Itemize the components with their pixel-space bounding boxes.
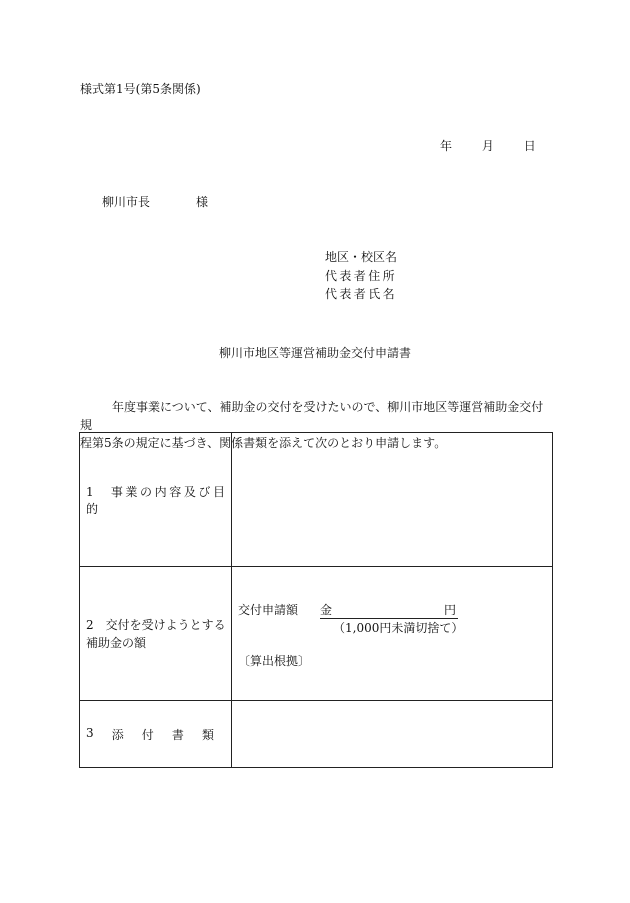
table-row <box>80 567 553 701</box>
purpose-input-cell[interactable] <box>232 433 553 567</box>
body-line-2: 程第5条の規定に基づき、関係書類を添えて次のとおり申請します。 <box>80 436 447 450</box>
table-row <box>80 701 553 768</box>
calculation-basis-label: 〔算出根拠〕 <box>238 654 311 668</box>
purpose-label-cell <box>80 433 232 567</box>
amount-label-cell <box>80 567 232 701</box>
applicant-district: 地区・校区名 <box>325 250 398 264</box>
amount-input-cell[interactable] <box>232 567 553 701</box>
amount-field[interactable] <box>320 601 458 619</box>
date-year: 年 <box>440 139 453 153</box>
amount-prefix: 金 <box>320 603 333 617</box>
amount-label-line-1: 2 交付を受けようとする <box>86 617 226 632</box>
date-month: 月 <box>481 139 494 153</box>
date-line <box>440 137 536 154</box>
document-title: 柳川市地区等運営補助金交付申請書 <box>218 346 411 360</box>
form-number: 様式第1号(第5条関係) <box>80 82 201 96</box>
attachments-char-2: 付 <box>141 727 154 742</box>
addressee-name: 柳川市長 <box>102 195 151 209</box>
attachments-number: 3 <box>86 725 94 740</box>
amount-unit: 円 <box>444 603 457 617</box>
amount-label <box>86 616 231 652</box>
attachments-label <box>86 726 214 743</box>
application-table <box>79 432 553 768</box>
purpose-label: 1 事業の内容及び目的 <box>86 484 228 516</box>
rounding-note: （1,000円未満切捨て） <box>333 621 464 635</box>
applicant-block <box>325 248 397 304</box>
attachments-char-4: 類 <box>201 727 214 742</box>
attachments-char-3: 書 <box>171 727 184 742</box>
applicant-name: 代表者氏名 <box>325 287 398 301</box>
amount-row <box>238 601 463 619</box>
amount-blank <box>332 601 444 618</box>
applicant-address: 代表者住所 <box>325 268 398 283</box>
body-line-1: 年度事業について、補助金の交付を受けたいので、柳川市地区等運営補助金交付規 <box>80 400 544 432</box>
date-day: 日 <box>523 139 536 153</box>
addressee-honorific: 様 <box>196 195 209 209</box>
amount-block <box>238 601 463 669</box>
attachments-char-1: 添 <box>111 727 124 742</box>
addressee <box>102 193 208 210</box>
amount-request-label: 交付申請額 <box>238 603 299 617</box>
table-row <box>80 433 553 567</box>
amount-label-line-2: 補助金の額 <box>86 635 147 650</box>
attachments-input-cell[interactable] <box>232 701 553 768</box>
attachments-label-cell <box>80 701 232 768</box>
